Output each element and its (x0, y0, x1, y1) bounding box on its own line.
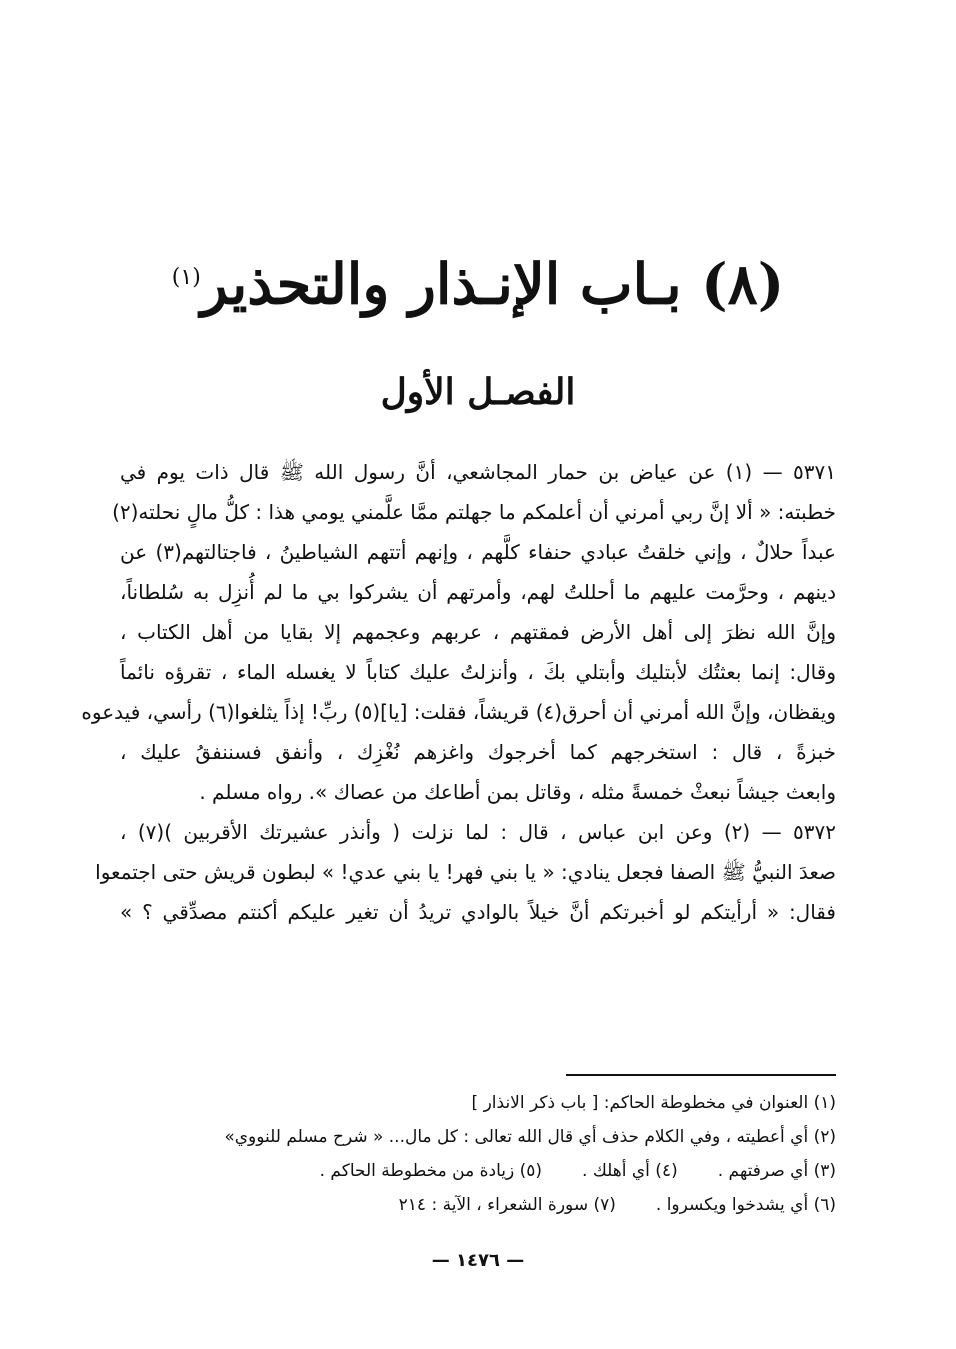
footnote-1: (١) العنوان في مخطوطة الحاكم: [ باب ذكر الانذار ] (471, 1093, 836, 1113)
footnote-6: (٦) أي يشدخوا ويكسروا . (655, 1195, 836, 1215)
chapter-title (120, 238, 836, 325)
body-line: ويقظان، وإنَّ الله أمرني أن أحرق(٤) قريشاً، فقلت: [يا](٥) ربِّ! إذاً يثلغوا(٦) رأسي، فيدعوه (81, 700, 836, 724)
footnote-divider (566, 1074, 836, 1076)
section-title: الفصـل الأول (380, 371, 576, 413)
chapter-footnote-mark: (١) (171, 265, 201, 290)
footnote-5: (٥) زيادة من مخطوطة الحاكم . (319, 1161, 543, 1181)
chapter-title-text: (٨) بـاب الإنـذار والتحذير (200, 251, 785, 318)
body-line: خبزةً ، قال : استخرجهم كما أخرجوك واغزهم نُغْزِك ، وأنفق فسننفقُ عليك ، (120, 740, 836, 764)
footnotes (120, 1086, 836, 1222)
footnote-3: (٣) أي صرفتهم . (717, 1161, 836, 1181)
body-line: خطبته: « ألا إنَّ ربي أمرني أن أعلمكم ما جهلتم ممَّا علَّمني يومي هذا : كلُّ مالٍ نحلته(٢) (112, 500, 836, 524)
body-line: عبداً حلالٌ ، وإني خلقتُ عبادي حنفاء كلَّهم ، وإنهم أتتهم الشياطينُ ، فاجتالتهم(٣) عن (120, 540, 836, 564)
body-line: وابعث جيشاً نبعثْ خمسةً مثله ، وقاتل بمن أطاعك من عصاك ». رواه مسلم . (199, 780, 836, 804)
body-line: وقال: إنما بعثتُك لأبتليك وأبتلي بكَ ، وأنزلتُ عليك كتاباً لا يغسله الماء ، تقرؤه نائماً (120, 660, 836, 684)
body-line: ٥٣٧١ — (١) عن عياض بن حمار المجاشعي، أنَّ رسول الله ﷺ قال ذات يوم في (120, 460, 836, 484)
body-line: ٥٣٧٢ — (٢) وعن ابن عباس ، قال : لما نزلت ( وأنذر عشيرتك الأقربين )(٧) ، (120, 820, 836, 844)
body-line: صعدَ النبيُّ ﷺ الصفا فجعل ينادي: « يا بني فهر! يا بني عدي! » لبطون قريش حتى اجتمعوا (95, 860, 836, 884)
body-line: وإنَّ الله نظرَ إلى أهل الأرض فمقتهم ، عربهم وعجمهم إلا بقايا من أهل الكتاب ، (120, 620, 836, 644)
body-text (81, 452, 836, 932)
footnote-row-6-7 (120, 1188, 836, 1222)
footnote-4: (٤) أي أهلك . (582, 1161, 678, 1181)
footnote-7: (٧) سورة الشعراء ، الآية : ٢١٤ (398, 1195, 616, 1215)
page-number: — ١٤٧٦ — (431, 1250, 525, 1271)
body-line: فقال: « أرأيتكم لو أخبرتكم أنَّ خيلاً بالوادي تريدُ أن تغير عليكم أكنتم مصدِّقي ؟ » (120, 900, 836, 924)
body-line: دينهم ، وحرَّمت عليهم ما أحللتُ لهم، وأمرتهم أن يشركوا بي ما لم أُنزِل به سُلطاناً، (120, 580, 836, 604)
footnote-2: (٢) أي أعطيته ، وفي الكلام حذف أي قال الله تعالى : كل مال... « شرح مسلم للنووي» (224, 1127, 836, 1147)
footnote-row-3-5 (120, 1154, 836, 1188)
